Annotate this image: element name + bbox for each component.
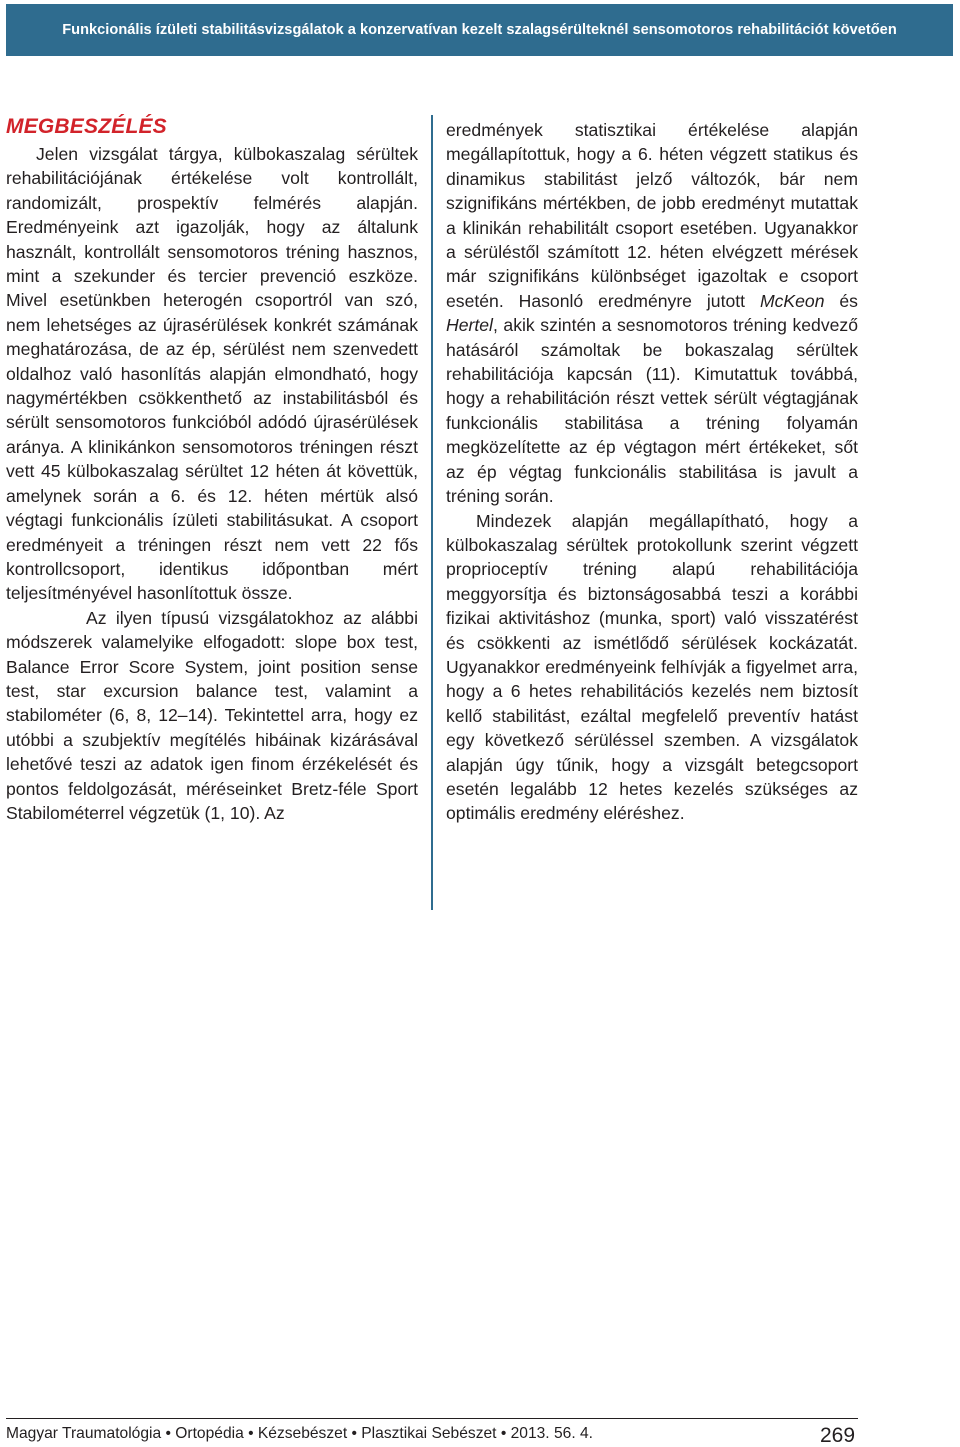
left-column <box>6 142 418 825</box>
right-paragraph-1-text-b: , akik szintén a sesnomotoros tréning kedvező hatásáról számoltak be bokaszalag sérültek rehabilitációja kapcsán (11). Kimutattuk továbbá, hogy a rehabilitáción részt vettek sérült végtagjának funkcionális stabilitása a tréning folyamán megközelítette az ép végtagon mért értékeket, sőt az ép végtag funkcionális stabilitása is javult a tréning során. <box>446 315 858 507</box>
right-paragraph-1-text-a: eredmények statisztikai értékelése alapján megállapítottuk, hogy a 6. héten végzett statikus és dinamikus stabilitást jelző változók, bár nem szignifikáns mértékben, de jobb eredményt mutattak a klinikán rehabilitált csoport esetében. Ugyanakkor a sérüléstől számított 12. héten elvégzett mérések már szignifikáns különbséget igazoltak e csoport esetén. Hasonló eredményre jutott <box>446 120 858 311</box>
right-paragraph-2: Mindezek alapján megállapítható, hogy a külbokaszalag sérültek protokollunk szerint végzett proprioceptív tréning alapú rehabilitációja meggyorsítja és biztonságosabbá teszi a korábbi fizikai aktivitáshoz (munka, sport) való visszatérést és csökkenti az ismétlődő sérülések kockázatát. Ugyanakkor eredményeink felhívják a figyelmet arra, hogy a 6 hetes rehabilitációs kezelés nem biztosít kellő stabilitást, ezáltal megfelelő preventív hatást egy következő sérüléssel szemben. A vizsgálatok alapján úgy tűnik, hogy a vizsgált betegcsoport esetén legalább 12 hetes kezelés szükséges az optimális eredmény eléréshez. <box>446 510 858 824</box>
page-number: 269 <box>820 1424 856 1447</box>
column-divider <box>431 115 433 910</box>
section-heading: MEGBESZÉLÉS <box>6 115 167 138</box>
footer-rule <box>6 1418 858 1419</box>
left-paragraph-1: Jelen vizsgálat tárgya, külbokaszalag sérültek rehabilitációjának értékelése volt kontrollált, randomizált, prospektív felmérés alapján. Eredményeink azt igazolják, hogy az általunk használt, kontrollált sensomotoros tréning hasznos, mint a szekunder és tercier prevenció eszköze. Mivel esetünkben heterogén csoportról van szó, nem lehetséges az újrasérülések konkrét számának meghatározása, de az ép, sérülést nem szenvedett oldalhoz való hasonlítás alapján elmondható, hogy nagymértékben csökkenthető az instabilitásból és sérült sensomotoros funkcióból adódó újrasérülések aránya. A klinikánkon sensomotoros tréningen részt vett 45 külbokaszalag sérültet 12 héten át követtük, amelynek során a 6. és 12. héten mértük alsó végtagi funkcionális ízületi stabilitásukat. A csoport eredményeit a tréningen részt nem vett 22 fős kontrollcsoport, identikus időpontban mért teljesítményével hasonlítottuk össze. <box>6 144 418 604</box>
and-word: és <box>824 290 858 311</box>
footer-journal-info: Magyar Traumatológia • Ortopédia • Kézsebészet • Plasztikai Sebészet • 2013. 56. 4. <box>6 1425 593 1442</box>
running-header <box>6 4 953 56</box>
author-mckeon: McKeon <box>759 290 825 311</box>
running-header-title: Funkcionális ízületi stabilitásvizsgálatok a konzervatívan kezelt szalagsérülteknél sensomotoros rehabilitációt követően <box>62 22 897 38</box>
right-paragraph-1 <box>446 118 858 509</box>
author-hertel: Hertel <box>446 315 493 336</box>
right-column <box>446 118 858 826</box>
left-paragraph-2: Az ilyen típusú vizsgálatokhoz az alábbi módszerek valamelyike elfogadott: slope box test, Balance Error Score System, joint position sense test, star excursion balance test, valamint a stabilométer (6, 8, 12–14). Tekintettel arra, hogy ez utóbbi a szubjektív megítélés hibáinak kizárásával lehetővé teszi az adatok igen finom érzékelését és pontos feldolgozását, méréseinket Bretz-féle Sport Stabilométerrel végzetük (1, 10). Az <box>6 607 418 823</box>
